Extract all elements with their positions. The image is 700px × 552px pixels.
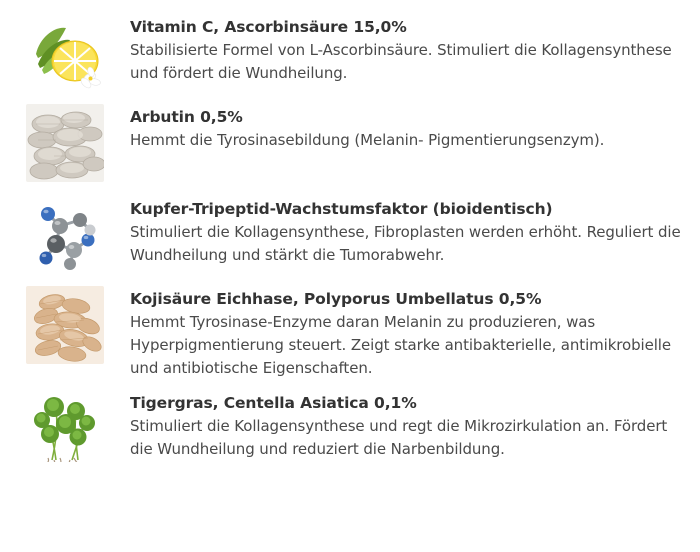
list-item: [0, 14, 700, 92]
ingredient-text: [130, 286, 688, 380]
ingredient-title: Tigergras, Centella Asiatica 0,1%: [130, 393, 417, 412]
list-item: [0, 104, 700, 182]
molecule-model-icon: [26, 196, 104, 274]
ingredient-text: [130, 390, 688, 461]
ingredient-description: Stabilisierte Formel von L-Ascorbinsäure. Stimuliert die Kollagensynthese und fördert die Wundheilung.: [130, 41, 672, 83]
ingredient-title: Arbutin 0,5%: [130, 108, 243, 126]
ingredient-description: Stimuliert die Kollagensynthese, Fibroplasten werden erhöht. Reguliert die Wundheilung und stärkt die Tumorabwehr.: [130, 223, 681, 265]
list-item: [0, 196, 700, 274]
list-item: [0, 390, 700, 468]
ingredient-description: Stimuliert die Kollagensynthese und regt die Mikrozirkulation an. Fördert die Wundheilung und reduziert die Narbenbildung.: [130, 417, 668, 459]
mushroom-cluster-icon: [26, 104, 104, 182]
ingredient-text: [130, 104, 688, 152]
ingredient-title: Kojisäure Eichhase, Polyporus Umbellatus 0,5%: [130, 290, 542, 308]
list-item: [0, 286, 700, 380]
lemon-citrus-icon: [26, 14, 104, 92]
ingredient-text: [130, 14, 688, 85]
ingredient-description: Hemmt Tyrosinase-Enzyme daran Melanin zu produzieren, was Hyperpigmentierung steuert. Zeigt starke antibakterielle, antimikrobielle und antibiotische Eigenschaften.: [130, 313, 671, 378]
ingredient-description: Hemmt die Tyrosinasebildung (Melanin- Pigmentierungsenzym).: [130, 131, 605, 150]
polyporus-mushroom-icon: [26, 286, 104, 364]
ingredient-title: Kupfer-Tripeptid-Wachstumsfaktor (bioidentisch): [130, 200, 553, 218]
ingredient-text: [130, 196, 688, 267]
centella-leaf-icon: [26, 390, 104, 468]
ingredient-title: Vitamin C, Ascorbinsäure 15,0%: [130, 18, 407, 36]
